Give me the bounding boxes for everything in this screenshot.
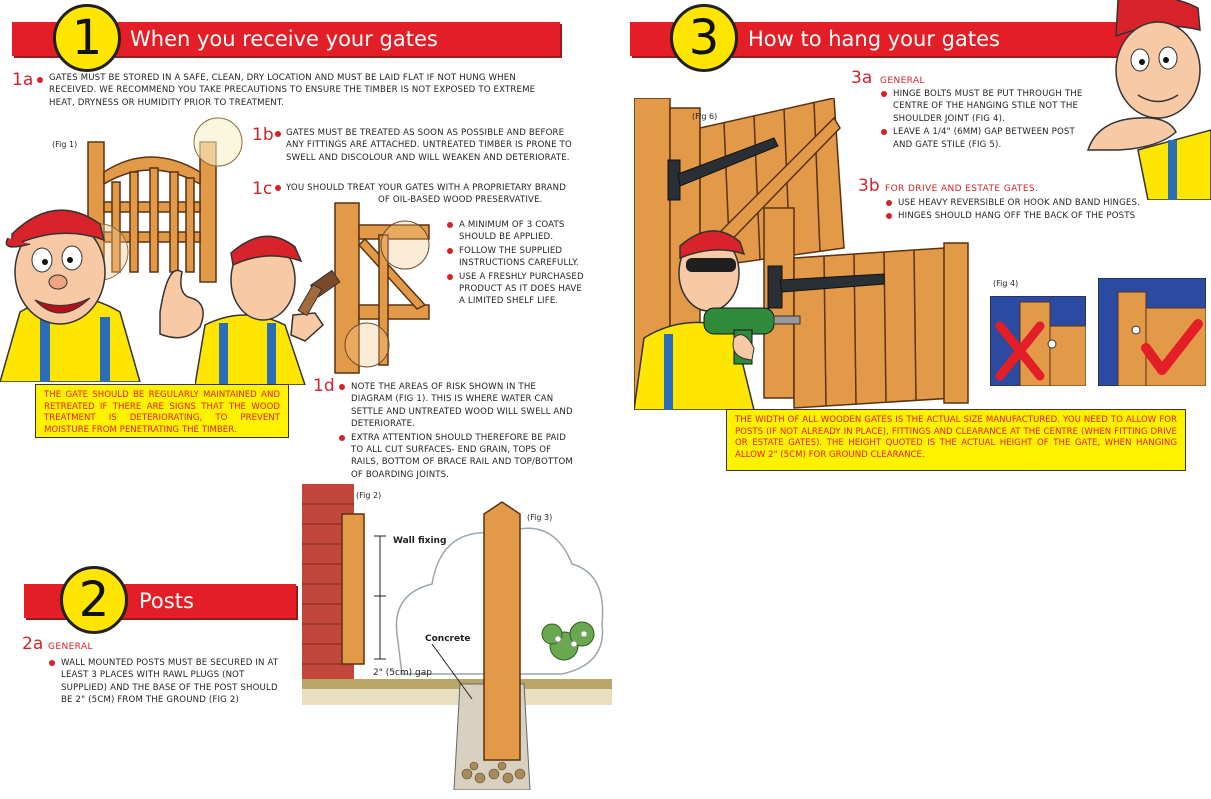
label-2a: 2a bbox=[22, 634, 44, 654]
pointing-man-illustration bbox=[1078, 0, 1211, 200]
list-item: EXTRA ATTENTION SHOULD THEREFORE BE PAID TO ALL CUT SURFACES- END GRAIN, TOPS OF RAILS, BOTTOM OF BRACE RAIL AND TOP/BOTTOM OF BOARDING JOINTS. bbox=[338, 432, 578, 482]
list-item: USE HEAVY REVERSIBLE OR HOOK AND BAND HINGES. bbox=[885, 197, 1155, 209]
text-1a: GATES MUST BE STORED IN A SAFE, CLEAN, DRY LOCATION AND MUST BE LAID FLAT IF NOT HUNG WHEN RECEIVED. WE RECOMMEND YOU TAKE PRECAUTIONS TO ENSURE THE TIMBER IS NOT EXPOSED TO EXTREME HEAT, DRYNESS OR HUMIDITY PRIOR TO TREATMENT. bbox=[49, 73, 536, 108]
bullet-1b bbox=[275, 131, 281, 137]
label-1b: 1b bbox=[252, 125, 274, 145]
label-3b: 3b bbox=[858, 176, 880, 196]
text-1c-line2: OF OIL-BASED WOOD PRESERVATIVE. bbox=[378, 195, 543, 205]
bullet-1c bbox=[275, 185, 281, 191]
label-1c: 1c bbox=[252, 179, 273, 199]
ground-gap-caption: 2" (5cm) gap bbox=[373, 668, 432, 678]
list-1d bbox=[338, 381, 578, 482]
section-3-number: 3 bbox=[670, 4, 738, 72]
maintenance-note: THE GATE SHOULD BE REGULARLY MAINTAINED AND RETREATED IF THERE ARE SIGNS THAT THE WOOD TREATMENT IS DETERIORATING, TO PREVENT MOISTURE FROM PENETRATING THE TIMBER. bbox=[35, 384, 289, 438]
fig1-label: (Fig 1) bbox=[52, 140, 78, 149]
heading-3b: FOR DRIVE AND ESTATE GATES. bbox=[885, 184, 1039, 194]
list-item: NOTE THE AREAS OF RISK SHOWN IN THE DIAGRAM (FIG 1). THIS IS WHERE WATER CAN SETTLE AND UNTREATED WOOD WILL SWELL AND DETERIORATE. bbox=[338, 381, 578, 431]
hanging-gate-illustration bbox=[634, 98, 970, 410]
fig6-label: (Fig 6) bbox=[692, 112, 718, 121]
fig2-label: (Fig 2) bbox=[356, 491, 382, 500]
heading-3a: GENERAL bbox=[880, 76, 925, 86]
section-1-number: 1 bbox=[53, 4, 121, 72]
heading-2a: GENERAL bbox=[48, 642, 93, 652]
section-2-number: 2 bbox=[60, 566, 128, 634]
wall-fixing-caption: Wall fixing bbox=[393, 536, 447, 546]
list-item: HINGE BOLTS MUST BE PUT THROUGH THE CENTRE OF THE HANGING STILE NOT THE SHOULDER JOINT (FIG 4). bbox=[880, 88, 1090, 125]
list-1c bbox=[446, 219, 586, 309]
fig4-label: (Fig 4) bbox=[993, 279, 1019, 288]
list-item: USE A FRESHLY PURCHASED PRODUCT AS IT DOES HAVE A LIMITED SHELF LIFE. bbox=[446, 271, 586, 308]
list-2a bbox=[48, 657, 290, 708]
text-1c-line1: YOU SHOULD TREAT YOUR GATES WITH A PROPRIETARY BRAND bbox=[286, 183, 567, 193]
section-1-title: When you receive your gates bbox=[130, 27, 438, 51]
section-2-title: Posts bbox=[139, 589, 194, 613]
bullet-1a bbox=[37, 77, 43, 83]
list-item: A MINIMUM OF 3 COATS SHOULD BE APPLIED. bbox=[446, 219, 586, 244]
label-1d: 1d bbox=[313, 376, 335, 396]
list-item: WALL MOUNTED POSTS MUST BE SECURED IN AT LEAST 3 PLACES WITH RAWL PLUGS (NOT SUPPLIED) AND THE BASE OF THE POST SHOULD BE 2" (5CM) FROM THE GROUND (FIG 2) bbox=[48, 657, 290, 707]
list-item: LEAVE A 1/4" (6MM) GAP BETWEEN POST AND GATE STILE (FIG 5). bbox=[880, 126, 1090, 151]
text-1b: GATES MUST BE TREATED AS SOON AS POSSIBLE AND BEFORE ANY FITTINGS ARE ATTACHED. UNTREATED TIMBER IS PRONE TO SWELL AND DISCOLOUR AND WILL WEAKEN AND DETERIORATE. bbox=[286, 128, 572, 163]
fig4-wrong-illustration bbox=[990, 296, 1086, 386]
fig4-correct-illustration bbox=[1098, 278, 1206, 386]
treating-post-illustration bbox=[195, 195, 440, 385]
section-3-title: How to hang your gates bbox=[748, 27, 1000, 51]
size-allowance-note: THE WIDTH OF ALL WOODEN GATES IS THE ACTUAL SIZE MANUFACTURED. YOU NEED TO ALLOW FOR POSTS (IF NOT ALREADY IN PLACE), FITTINGS AND CLEARANCE AT THE CENTRE (WHEN FITTING DRIVE OR ESTATE GATES). THE HEIGHT QUOTED IS THE ACTUAL HEIGHT OF THE GATE, WHEN HANGING ALLOW 2" (5CM) FOR GROUND CLEARANCE. bbox=[726, 409, 1186, 471]
list-item: FOLLOW THE SUPPLIED INSTRUCTIONS CAREFULLY. bbox=[446, 245, 586, 270]
list-item: HINGES SHOULD HANG OFF THE BACK OF THE POSTS bbox=[885, 210, 1155, 222]
fig3-label: (Fig 3) bbox=[527, 513, 553, 522]
label-1a: 1a bbox=[12, 70, 34, 90]
label-3a: 3a bbox=[851, 68, 873, 88]
concrete-caption: Concrete bbox=[425, 634, 471, 644]
